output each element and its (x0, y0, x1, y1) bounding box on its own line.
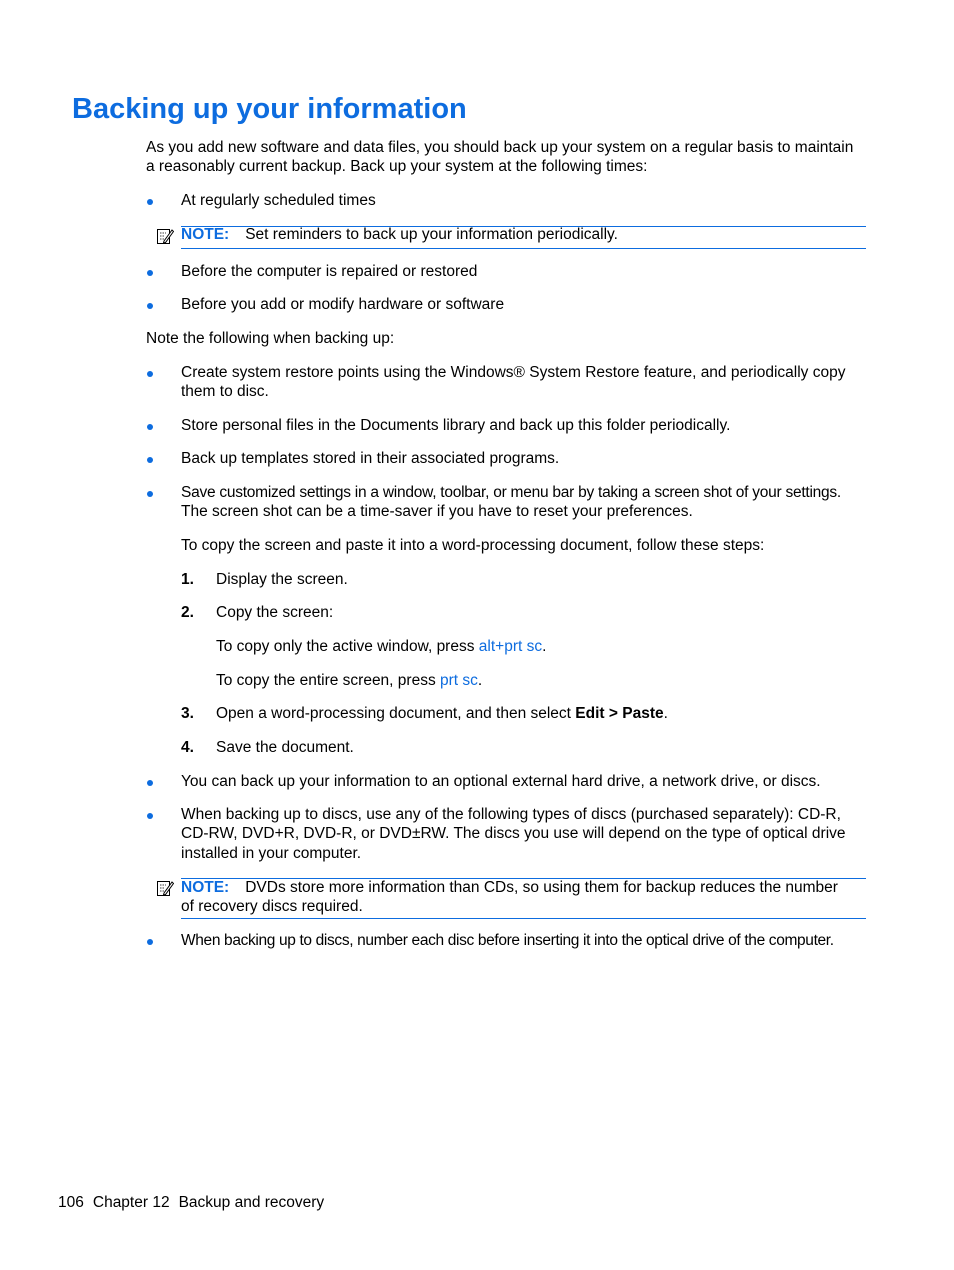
tip7: When backing up to discs, number each disc before inserting it into the optical drive of the computer. (181, 932, 834, 949)
key-prt-sc: prt sc (440, 672, 478, 689)
step-4-number: 4. (181, 739, 194, 756)
times-bullet-1: At regularly scheduled times (181, 192, 376, 209)
note2-text-1: DVDs store more information than CDs, so using them for backup reduces the number (245, 879, 838, 896)
bullet-dot-icon (147, 813, 153, 819)
copy-intro: To copy the screen and paste it into a word-processing document, follow these steps: (181, 537, 765, 554)
step-3-menu-path: Edit > Paste (575, 705, 664, 722)
following-intro: Note the following when backing up: (146, 330, 395, 347)
tip6-line-3: installed in your computer. (181, 845, 362, 862)
key-alt-prt-sc: alt+prt sc (478, 638, 543, 655)
note-pencil-icon (156, 879, 174, 897)
step-1-text: Display the screen. (216, 571, 348, 588)
step-2-sub-1 (216, 637, 546, 657)
note1-label: NOTE: (181, 226, 230, 243)
step-3-number: 3. (181, 705, 194, 722)
note1-text: Set reminders to back up your information periodically. (245, 226, 618, 243)
step-2-sub-2 (216, 671, 482, 691)
bullet-dot-icon (147, 424, 153, 430)
step-3-text (216, 704, 668, 724)
tip5: You can back up your information to an optional external hard drive, a network drive, or discs. (181, 773, 821, 790)
footer-chapter: Chapter 12 (92, 1194, 170, 1211)
bullet-dot-icon (147, 457, 153, 463)
page-footer (58, 1193, 333, 1213)
page-number: 106 (58, 1194, 84, 1211)
tip1-line-1: Create system restore points using the Windows® System Restore feature, and periodically copy (181, 364, 846, 381)
note1-body (181, 225, 618, 245)
tip3: Back up templates stored in their associated programs. (181, 450, 560, 467)
note1-bottom-rule (181, 248, 866, 249)
times-bullet-2: Before the computer is repaired or restored (181, 263, 478, 280)
step-4-text: Save the document. (216, 739, 354, 756)
intro-line-2: a reasonably current backup. Back up your system at the following times: (146, 158, 648, 175)
bullet-dot-icon (147, 780, 153, 786)
page-title: Backing up your information (72, 93, 467, 125)
step-2-sub-1-post: . (542, 638, 547, 655)
bullet-dot-icon (147, 199, 153, 205)
bullet-dot-icon (147, 303, 153, 309)
bullet-dot-icon (147, 270, 153, 276)
step-2-sub-2-pre: To copy the entire screen, press (216, 672, 441, 689)
times-bullet-3: Before you add or modify hardware or software (181, 296, 505, 313)
bullet-dot-icon (147, 491, 153, 497)
note2-text-2: of recovery discs required. (181, 898, 363, 915)
tip6-line-2: CD-RW, DVD+R, DVD-R, or DVD±RW. The discs you use will depend on the type of optical drive (181, 825, 846, 842)
step-3-pre: Open a word-processing document, and then select (216, 705, 576, 722)
tip2: Store personal files in the Documents library and back up this folder periodically. (181, 417, 731, 434)
step-2-sub-2-post: . (477, 672, 483, 689)
step-2-number: 2. (181, 604, 194, 621)
bullet-dot-icon (147, 939, 153, 945)
step-1-number: 1. (181, 571, 194, 588)
tip4-line-1: Save customized settings in a window, toolbar, or menu bar by taking a screen shot of your settings. (181, 484, 841, 501)
note-pencil-icon (156, 227, 174, 245)
footer-chapter-title: Backup and recovery (178, 1194, 325, 1211)
tip6-line-1: When backing up to discs, use any of the following types of discs (purchased separately): CD-R, (181, 806, 841, 823)
tip4-line-2: The screen shot can be a time-saver if you have to reset your preferences. (181, 503, 693, 520)
step-2-sub-1-pre: To copy only the active window, press (216, 638, 479, 655)
note2-label: NOTE: (181, 879, 230, 896)
intro-line-1: As you add new software and data files, you should back up your system on a regular basis to maintain (146, 139, 854, 156)
step-3-post: . (663, 705, 668, 722)
tip1-line-2: them to disc. (181, 383, 269, 400)
note2-body-line-1 (181, 878, 838, 898)
note2-bottom-rule (181, 918, 866, 919)
step-2-text: Copy the screen: (216, 604, 334, 621)
bullet-dot-icon (147, 371, 153, 377)
